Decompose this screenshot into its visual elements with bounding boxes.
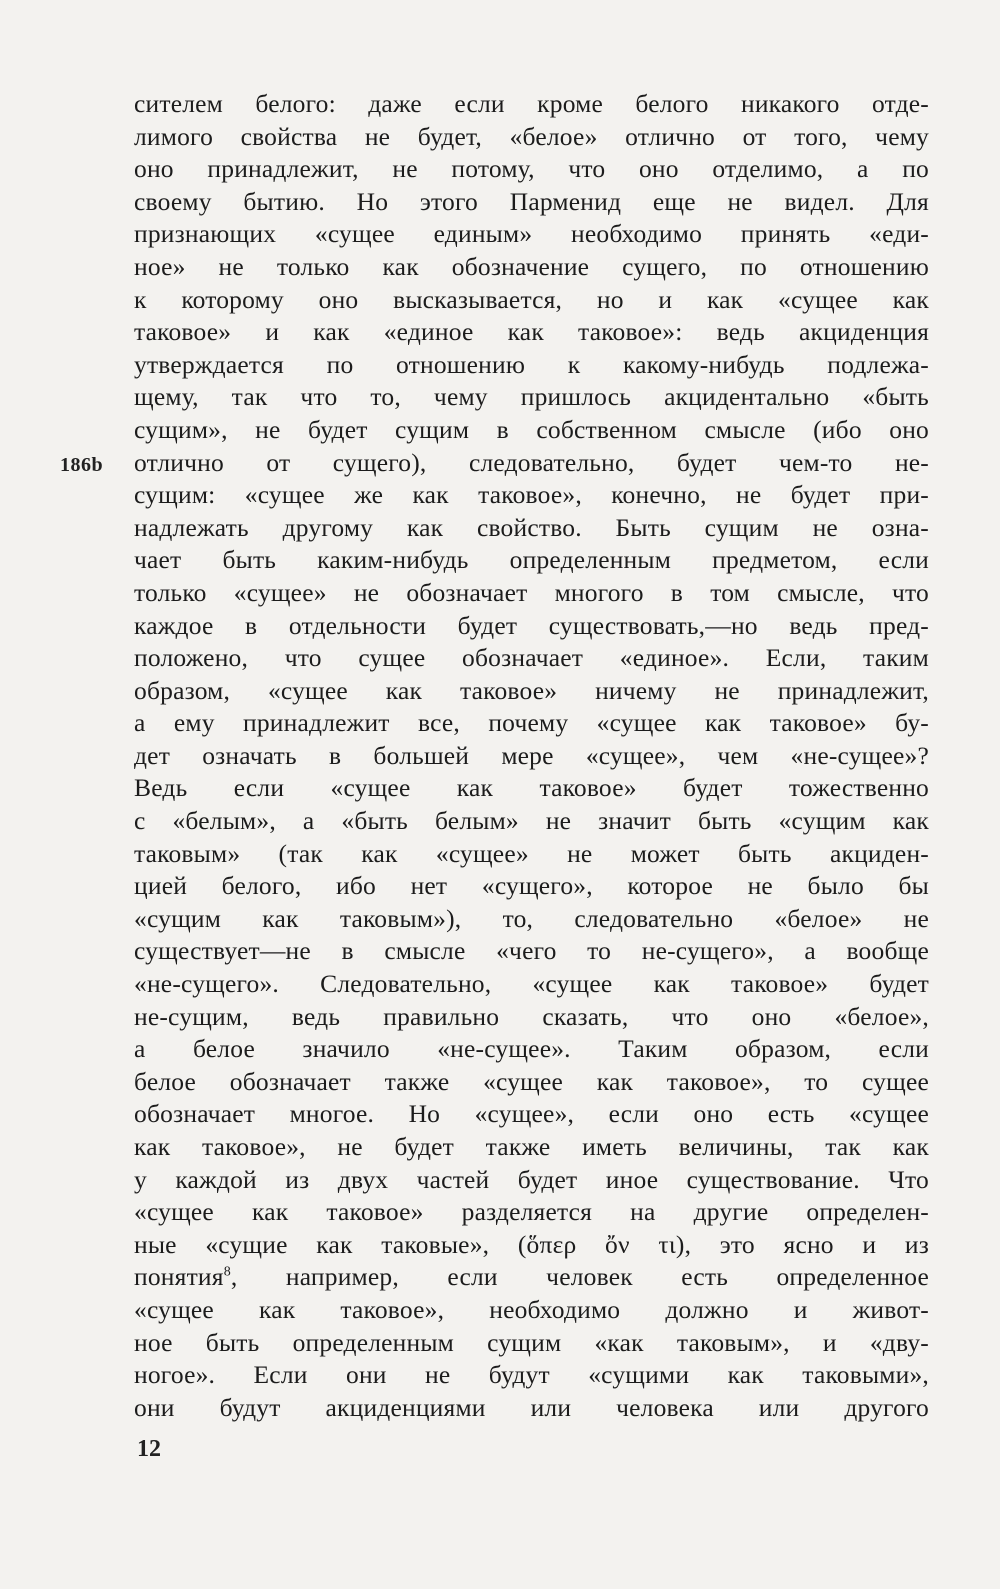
text-line: таковое» и как «единое как таковое»: ведь акциденция [134,317,929,347]
text-line: таковым» (так как «сущее» не может быть акциден- [134,838,929,868]
text-line: лимого свойства не будет, «белое» отлично от того, чему [134,121,929,151]
text-fragment: понятия [134,1262,224,1292]
text-line: оно принадлежит, не потому, что оно отделимо, а по [134,154,929,184]
text-line: только «сущее» не обозначает многого в том смысле, что [134,577,929,607]
text-line: ное» не только как обозначение сущего, по отношению [134,251,929,281]
text-line: цией белого, ибо нет «сущего», которое не было бы [134,871,929,901]
text-line: утверждается по отношению к какому-нибудь подлежа- [134,349,929,379]
text-line: щему, так что то, чему пришлось акцидентально «быть [134,382,929,412]
text-line: признающих «сущее единым» необходимо принять «еди- [134,219,929,249]
body-text [134,88,929,1424]
margin-reference: 186b [60,454,104,476]
text-line: у каждой из двух частей будет иное существование. Что [134,1164,929,1194]
text-line: с «белым», а «быть белым» не значит быть «сущим как [134,806,929,836]
page-number: 12 [137,1436,161,1462]
text-line: ногое». Если они не будут «сущими как таковыми», [134,1360,929,1390]
text-line: а белое значило «не-сущее». Таким образом, если [134,1034,929,1064]
text-line: образом, «сущее как таковое» ничему не принадлежит, [134,675,929,705]
text-line: положено, что сущее обозначает «единое». Если, таким [134,643,929,673]
text-line: как таковое», не будет также иметь величины, так как [134,1132,929,1161]
text-line: они будут акциденциями или человека или другого [134,1392,929,1422]
text-line: каждое в отдельности будет существовать,—но ведь пред- [134,610,929,640]
text-line: чает быть каким-нибудь определенным предметом, если [134,545,929,575]
text-line: а ему принадлежит все, почему «сущее как таковое» бу- [134,708,929,738]
text-line: «сущим как таковым»), то, следовательно «белое» не [134,903,929,933]
text-line: сущим», не будет сущим в собственном смысле (ибо оно [134,414,929,444]
text-line: к которому оно высказывается, но и как «сущее как [134,284,929,314]
text-line: сителем белого: даже если кроме белого никакого отде- [134,89,929,118]
text-line-with-footnote [134,1261,929,1294]
text-line: «не-сущего». Следовательно, «сущее как таковое» будет [134,969,929,999]
text-line: своему бытию. Но этого Парменид еще не видел. Для [134,186,929,216]
text-line: отлично от сущего), следовательно, будет чем-то не- [134,447,929,477]
text-line: «сущее как таковое» разделяется на другие определен- [134,1197,929,1227]
text-line: обозначает многое. Но «сущее», если оно есть «сущее [134,1099,929,1129]
text-line: не-сущим, ведь правильно сказать, что оно «белое», [134,1001,929,1031]
text-line: существует—не в смысле «чего то не-сущего», а вообще [134,936,929,966]
text-line: ное быть определенным сущим «как таковым», и «дву- [134,1327,929,1357]
text-fragment: , например, если человек есть определенное [230,1262,929,1292]
text-line: «сущее как таковое», необходимо должно и живот- [134,1294,929,1324]
text-line: дет означать в большей мере «сущее», чем «не-сущее»? [134,740,929,770]
text-line: ные «сущие как таковые», (ὅπερ ὄν τι), это ясно и из [134,1229,929,1259]
text-line: надлежать другому как свойство. Быть сущим не озна- [134,512,929,542]
text-line: белое обозначает также «сущее как таковое», то сущее [134,1066,929,1096]
footnote-mark[interactable]: 8 [223,1264,231,1280]
text-line: Ведь если «сущее как таковое» будет тожественно [134,773,929,803]
text-line: сущим: «сущее же как таковое», конечно, не будет при- [134,480,929,510]
